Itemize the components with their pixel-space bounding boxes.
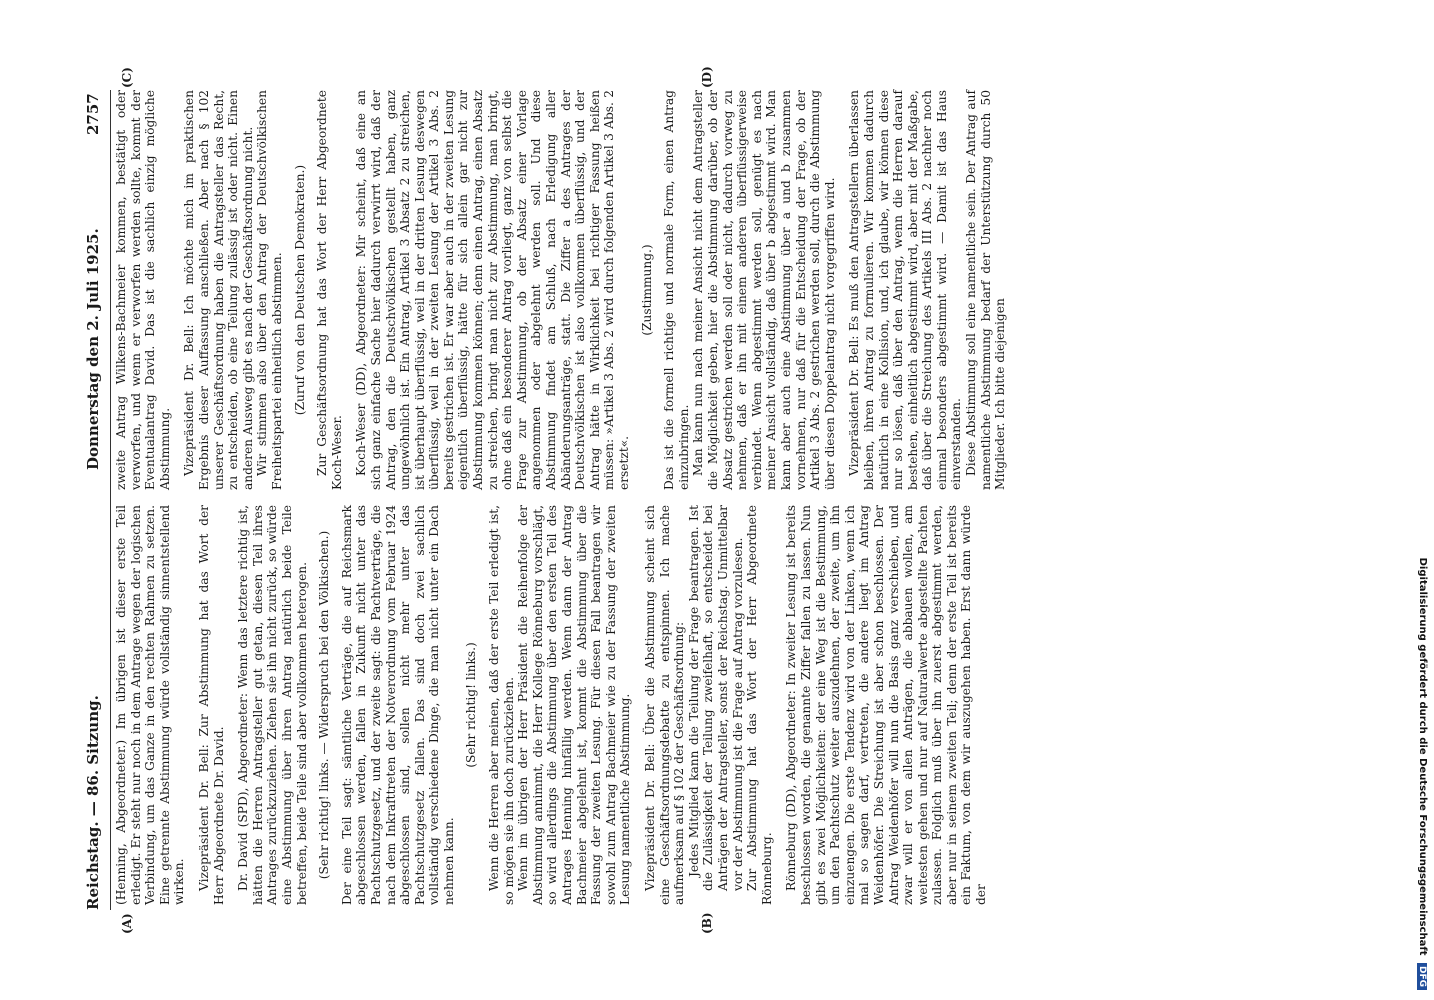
margin-mark-d: (D) bbox=[700, 66, 714, 88]
paragraph: Koch-Weser (DD), Abgeordneter: Mir scheint, daß eine an sich ganz einfache Sache hier dadurch verwirrt wird, daß der Antrag, den die Deutschvölkischen gestellt haben, ganz ungewöhnlich ist. Ein Antrag, Artikel 3 Absatz 2 zu streichen, ist überhaupt überflüssig, weil in der dritten Lesung deswegen überflüssig, weil in der zweiten Lesung der Artikel 3 Abs. 2 bereits gestrichen ist. Er war aber auch in der zweiten Lesung eigentlich überflüssig, hätte für sich allein gar nicht zur Abstimmung kommen können; denn einen Antrag, einen Absatz zu streichen, bringt man nicht zur Abstimmung, man bringt, ohne daß ein besonderer Antrag vorliegt, ganz von selbst die Frage zur Abstimmung, ob der Absatz einer Vorlage angenommen oder abgelehnt werden soll. Und diese Abstimmung findet am Schluß, nach Erledigung aller Abänderungsanträge, statt. Die Ziffer a des Antrages der Deutschvölkischen ist also vollkommen überflüssig, und der Antrag hätte in Wirklichkeit bei richtiger Fassung heißen müssen: »Artikel 3 Abs. 2 wird durch folgenden Artikel 3 Abs. 2 ersetzt«. bbox=[354, 90, 631, 490]
header-center: Donnerstag den 2. Juli 1925. bbox=[84, 228, 102, 470]
paragraph: Vizepräsident Dr. Bell: Es muß den Antragstellern überlassen bleiben, ihren Antrag zu formulieren. Wir kommen dadurch natürlich in eine Kollision, und, ich glaube, wir können diese nur so lösen, daß über den Antrag, wenn die Herren darauf bestehen, einheitlich abgestimmt wird, aber mit der Maßgabe, daß über die Streichung des Artikels III Abs. 2 nachher noch einmal besonders abgestimmt wird. — Damit ist das Haus einverstanden. bbox=[847, 90, 964, 490]
paragraph: Dr. David (SPD), Abgeordneter: Wenn das letztere richtig ist, hätten die Herren Antragsteller gut getan, diesen Teil ihres Antrages zurückzuziehen. Ziehen sie ihn nicht zurück, so würde eine Abstimmung über ihren Antrag natürlich beide Teile betreffen, beide Teile sind aber vollkommen heterogen. bbox=[236, 505, 309, 905]
dfg-credit-label: Digitalisierung gefördert durch die Deutsche Forschungsgemeinschaft bbox=[1417, 557, 1428, 956]
dfg-credit-text bbox=[1412, 10, 1428, 990]
page-number: 2757 bbox=[84, 93, 102, 135]
paragraph: Vizepräsident Dr. Bell: Zur Abstimmung hat das Wort der Herr Abgeordnete Dr. David. bbox=[196, 505, 226, 905]
paragraph: Zur Abstimmung hat das Wort der Herr Abgeordnete Rönneburg. bbox=[745, 505, 774, 905]
paragraph: Wir stimmen also über den Antrag der Deutschvölkischen Freiheitspartei einheitlich abstimmen. bbox=[255, 90, 284, 490]
paragraph: Rönneburg (DD), Abgeordneter: In zweiter Lesung ist bereits beschlossen worden, die genannte Ziffer fallen zu lassen. Nun gibt es zwei Möglichkeiten: der eine Weg ist die Bestimmung, um den Pachtschutz weiter auszudehnen, der zweite, um ihn einzuengen. Die erste Tendenz wird von der Linken, wenn ich mal so sagen darf, vertreten, die andere liegt im Antrag Weidenhöfer. Die Streichung ist aber schon beschlossen. Der Antrag Weidenhöfer will nun die Basis ganz verschieben, und zwar will er von allen Anträgen, die abbauen wollen, am weitesten gehen und nur auf Naturalwerte abgestellte Pachten zulassen. Folglich muß über ihn zuerst abgestimmt werden, aber nur in seinem zweiten Teil; denn der erste Teil ist bereits ein Faktum, von dem wir auszugehen haben. Erst dann würde der bbox=[784, 505, 989, 905]
paragraph: Wenn die Herren aber meinen, daß der erste Teil erledigt ist, so mögen sie ihn doch zurückziehen. bbox=[487, 505, 516, 905]
interjection: (Sehr richtig! links.) bbox=[464, 642, 479, 768]
quoted-rule: Jedes Mitglied kann die Teilung der Frage beantragen. Ist die Zulässigkeit der Teilung zweifelhaft, so entscheidet bei Anträgen der Antragsteller, sonst der Reichstag. Unmittelbar vor der Abstimmung ist die Frage auf Antrag vorzulesen. bbox=[686, 505, 745, 891]
paragraph: Das ist die formell richtige und normale Form, einen Antrag einzubringen. bbox=[662, 90, 691, 490]
header-left: Reichstag. — 86. Sitzung. bbox=[84, 695, 102, 910]
page-header bbox=[84, 90, 108, 910]
margin-mark-b: (B) bbox=[700, 912, 714, 934]
right-column bbox=[114, 90, 1008, 490]
header-rule bbox=[110, 90, 111, 910]
dfg-credit-strip bbox=[1412, 10, 1428, 990]
paragraph: Vizepräsident Dr. Bell: Ich möchte mich im praktischen Ergebnis dieser Auffassung anschließen. Aber nach § 102 unserer Geschäftsordnung haben die Antragsteller das Recht, zu entscheiden, ob eine Teilung zulässig ist oder nicht. Einen anderen Ausweg gibt es nach der Geschäftsordnung nicht. bbox=[182, 90, 255, 490]
paragraph: Zur Geschäftsordnung hat das Wort der Herr Abgeordnete Koch-Weser. bbox=[315, 90, 344, 490]
interjection: (Zustimmung.) bbox=[639, 244, 654, 336]
margin-mark-c: (C) bbox=[120, 67, 134, 88]
interjection: (Zuruf von den Deutschen Demokraten.) bbox=[292, 164, 307, 416]
paragraph: Diese Abstimmung soll eine namentliche sein. Der Antrag auf namentliche Abstimmung bedarf der Unterstützung durch 50 Mitglieder. Ich bitte diejenigen bbox=[964, 90, 1008, 490]
paragraph: Der eine Teil sagt: sämtliche Verträge, die auf Reichsmark abgeschlossen werden, fallen in Zukunft nicht unter das Pachtschutzgesetz, und der zweite sagt: die Pachtverträge, die nach dem Inkrafttreten der Notverordnung vom Februar 1924 abgeschlossen sind, sollen nicht mehr unter das Pachtschutzgesetz fallen. Das sind doch zwei sachlich vollständig verschiedene Dinge, die man nicht unter ein Dach nehmen kann. bbox=[339, 505, 456, 905]
left-column bbox=[114, 505, 989, 905]
paragraph: Vizepräsident Dr. Bell: Über die Abstimmung scheint sich eine Geschäftsordnungsdebatte zu entspinnen. Ich mache aufmerksam auf § 102 der Geschäftsordnung: bbox=[643, 505, 687, 905]
paragraph: Wenn im übrigen der Herr Präsident die Reihenfolge der Abstimmung annimmt, die Herr Kollege Rönneburg vorschlägt, so wird allerdings die Abstimmung über den ersten Teil des Antrages Henning hinfällig werden. Wenn dann der Antrag Bachmeier abgelehnt ist, kommt die Abstimmung über die Fassung der zweiten Lesung. Für diesen Fall beantragen wir sowohl zum Antrag Bachmeier wie zu der Fassung der zweiten Lesung namentliche Abstimmung. bbox=[516, 505, 633, 905]
interjection: (Sehr richtig! links. — Widerspruch bei den Völkischen.) bbox=[317, 530, 332, 880]
paragraph: zweite Antrag Wilkens-Bachmeier kommen, bestätigt oder verworfen, und wenn er verworfen werden sollte, kommt der Eventualantrag David. Das ist die sachlich einzig mögliche Abstimmung. bbox=[114, 90, 172, 490]
paragraph: (Henning, Abgeordneter.) Im übrigen ist dieser erste Teil erledigt. Er steht nur noch in dem Antrage wegen der logischen Verbindung, um das Ganze in den rechten Rahmen zu setzen. Eine getrennte Abstimmung würde vollständig sinnentstellend wirken. bbox=[114, 505, 187, 905]
dfg-logo: DFG bbox=[1417, 963, 1427, 990]
margin-mark-a: (A) bbox=[120, 913, 134, 934]
paragraph: Man kann nun nach meiner Ansicht nicht dem Antragsteller die Möglichkeit geben, hier die Abstimmung darüber, ob der Absatz gestrichen werden soll oder nicht, dadurch vorweg zu nehmen, daß er ihn mit einem anderen überflüssigerweise verbindet. Wenn abgestimmt werden soll, genügt es nach meiner Ansicht vollständig, daß über b abgestimmt wird. Man kann aber auch eine Abstimmung über a und b zusammen vornehmen, nur daß für die Entscheidung der Frage, ob der Artikel 3 Abs. 2 gestrichen werden soll, durch die Abstimmung über diesen Doppelantrag nicht vorgegriffen wird. bbox=[691, 90, 837, 490]
